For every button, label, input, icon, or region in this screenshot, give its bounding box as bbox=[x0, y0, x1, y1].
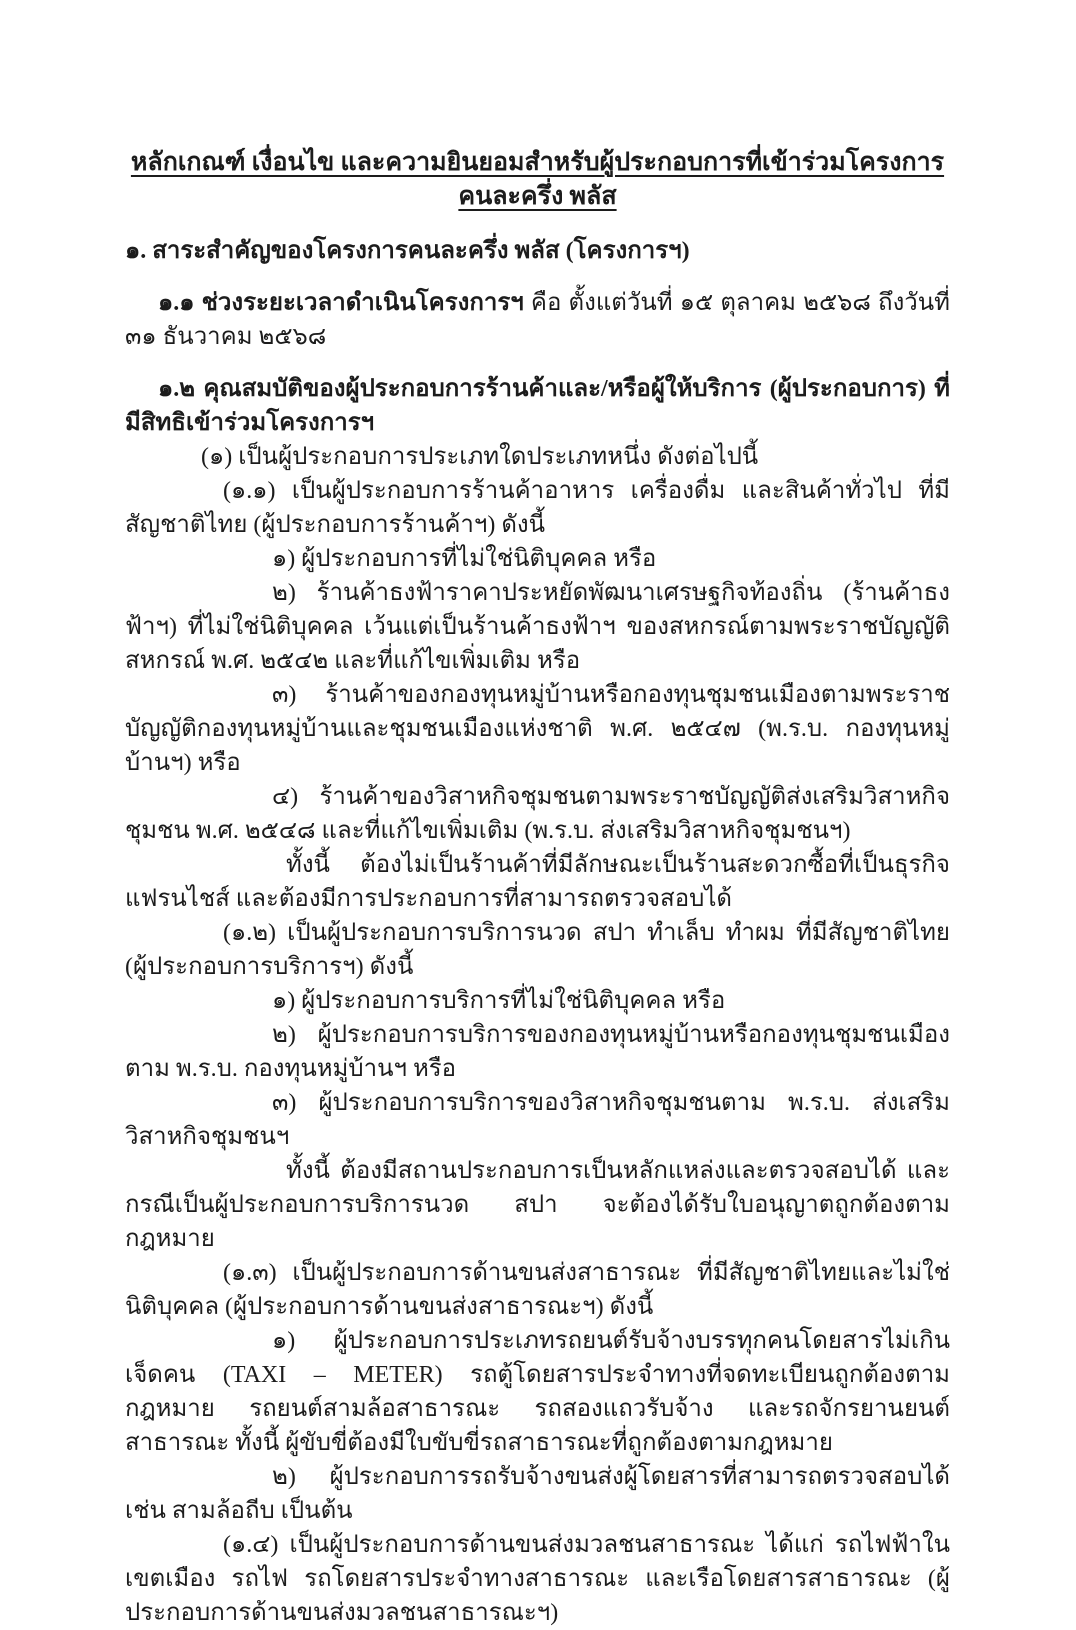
clause-1-2-item-1: ๑) ผู้ประกอบการบริการที่ไม่ใช่นิติบุคคล หรือ bbox=[272, 988, 726, 1014]
item-1-1 bbox=[125, 286, 950, 354]
item-1-2-heading: ๑.๒ คุณสมบัติของผู้ประกอบการร้านค้าและ/หรือผู้ให้บริการ (ผู้ประกอบการ) ที่มีสิทธิเข้าร่วมโครงการฯ bbox=[125, 376, 950, 436]
clause-1-intro: (๑) เป็นผู้ประกอบการประเภทใดประเภทหนึ่ง ดังต่อไปนี้ bbox=[201, 444, 759, 470]
clause-1-1-item-1: ๑) ผู้ประกอบการที่ไม่ใช่นิติบุคคล หรือ bbox=[272, 546, 657, 572]
clause-1-1-intro: (๑.๑) เป็นผู้ประกอบการร้านค้าอาหาร เครื่องดื่ม และสินค้าทั่วไป ที่มีสัญชาติไทย (ผู้ประกอบการร้านค้าฯ) ดังนี้ bbox=[125, 478, 950, 538]
clause-1-3-intro: (๑.๓) เป็นผู้ประกอบการด้านขนส่งสาธารณะ ที่มีสัญชาติไทยและไม่ใช่นิติบุคคล (ผู้ประกอบการด้านขนส่งสาธารณะฯ) ดังนี้ bbox=[125, 1260, 950, 1320]
clause-1-2-intro: (๑.๒) เป็นผู้ประกอบการบริการนวด สปา ทำเล็บ ทำผม ที่มีสัญชาติไทย (ผู้ประกอบการบริการฯ) ดังนี้ bbox=[125, 920, 950, 980]
clause-1-3-item-2: ๒) ผู้ประกอบการรถรับจ้างขนส่งผู้โดยสารที่สามารถตรวจสอบได้ เช่น สามล้อถีบ เป็นต้น bbox=[125, 1464, 950, 1524]
item-1-1-label: ๑.๑ ช่วงระยะเวลาดำเนินโครงการฯ bbox=[158, 290, 524, 316]
clause-1-1-item-4: ๔) ร้านค้าของวิสาหกิจชุมชนตามพระราชบัญญัติส่งเสริมวิสาหกิจชุมชน พ.ศ. ๒๕๔๘ และที่แก้ไขเพิ่มเติม (พ.ร.บ. ส่งเสริมวิสาหกิจชุมชนฯ) bbox=[125, 784, 950, 844]
clause-1-1-item-2: ๒) ร้านค้าธงฟ้าราคาประหยัดพัฒนาเศรษฐกิจท้องถิ่น (ร้านค้าธงฟ้าฯ) ที่ไม่ใช่นิติบุคคล เว้นแต่เป็นร้านค้าธงฟ้าฯ ของสหกรณ์ตามพระราชบัญญัติสหกรณ์ พ.ศ. ๒๕๔๒ และที่แก้ไขเพิ่มเติม หรือ bbox=[125, 580, 950, 674]
clause-1-2-item-3: ๓) ผู้ประกอบการบริการของวิสาหกิจชุมชนตาม พ.ร.บ. ส่งเสริมวิสาหกิจชุมชนฯ bbox=[125, 1090, 950, 1150]
clause-1-2-item-2: ๒) ผู้ประกอบการบริการของกองทุนหมู่บ้านหรือกองทุนชุมชนเมืองตาม พ.ร.บ. กองทุนหมู่บ้านฯ หรือ bbox=[125, 1022, 950, 1082]
section-1-heading: ๑. สาระสำคัญของโครงการคนละครึ่ง พลัส (โครงการฯ) bbox=[125, 238, 690, 264]
clause-1-4-intro: (๑.๔) เป็นผู้ประกอบการด้านขนส่งมวลชนสาธารณะ ได้แก่ รถไฟฟ้าในเขตเมือง รถไฟ รถโดยสารประจำทางสาธารณะ และเรือโดยสารสาธารณะ (ผู้ประกอบการด้านขนส่งมวลชนสาธารณะฯ) bbox=[125, 1532, 950, 1626]
item-1-1-text: คือ ตั้งแต่วันที่ ๑๕ ตุลาคม ๒๕๖๘ ถึงวันที่ ๓๑ ธันวาคม ๒๕๖๘ bbox=[125, 290, 951, 350]
document-title: หลักเกณฑ์ เงื่อนไข และความยินยอมสำหรับผู้ประกอบการที่เข้าร่วมโครงการคนละครึ่ง พลัส bbox=[130, 149, 945, 210]
clause-1-2-note: ทั้งนี้ ต้องมีสถานประกอบการเป็นหลักแหล่งและตรวจสอบได้ และกรณีเป็นผู้ประกอบการบริการนวด สปา จะต้องได้รับใบอนุญาตถูกต้องตามกฎหมาย bbox=[125, 1158, 950, 1252]
clause-1-1-item-3: ๓) ร้านค้าของกองทุนหมู่บ้านหรือกองทุนชุมชนเมืองตามพระราชบัญญัติกองทุนหมู่บ้านและชุมชนเมืองแห่งชาติ พ.ศ. ๒๕๔๗ (พ.ร.บ. กองทุนหมู่บ้านฯ) หรือ bbox=[125, 682, 950, 776]
clause-1-3-item-1: ๑) ผู้ประกอบการประเภทรถยนต์รับจ้างบรรทุกคนโดยสารไม่เกินเจ็ดคน (TAXI – METER) รถตู้โดยสารประจำทางที่จดทะเบียนถูกต้องตามกฎหมาย รถยนต์สามล้อสาธารณะ รถสองแถวรับจ้าง และรถจักรยานยนต์สาธารณะ ทั้งนี้ ผู้ขับขี่ต้องมีใบขับขี่รถสาธารณะที่ถูกต้องตามกฎหมาย bbox=[125, 1328, 950, 1456]
clause-1-1-note: ทั้งนี้ ต้องไม่เป็นร้านค้าที่มีลักษณะเป็นร้านสะดวกซื้อที่เป็นธุรกิจแฟรนไชส์ และต้องมีการประกอบการที่สามารถตรวจสอบได้ bbox=[125, 852, 950, 912]
